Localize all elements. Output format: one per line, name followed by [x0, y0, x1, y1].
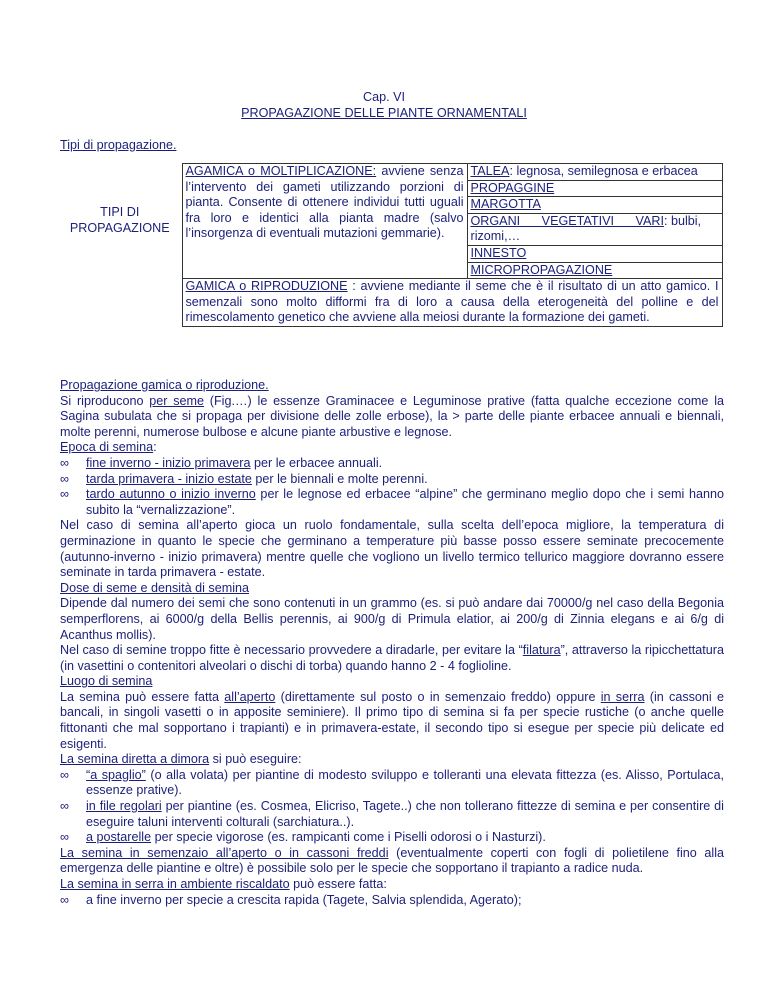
- micropropagazione-cell: MICROPROPAGAZIONE: [467, 262, 722, 279]
- talea-text: : legnosa, semilegnosa e erbacea: [509, 164, 698, 178]
- paragraph-diradare: Nel caso di semine troppo fitte è necessario provvedere a diradarle, per evitare la “filatura”, attraverso la ripicchettatura (in vasettini o contenitori alveolari o dischi di torba) quando hanno 2 - 4 foglioline.: [60, 643, 724, 673]
- heading-luogo: Luogo di semina: [60, 674, 153, 689]
- list-item: ∞ tardo autunno o inizio inverno per le legnose ed erbacee “alpine” che germinano meglio dopo che i semi hanno subito la “vernalizzazione”.: [60, 487, 725, 517]
- paragraph-dose: Dipende dal numero dei semi che sono contenuti in un grammo (es. si può andare dai 70000/g nel caso della Begonia semperflorens, ai 6000/g della Bellis perennis, ai 900/g di Primula elatior, ai 200/g di Zinnia elegans e ai 6/g di Acanthus mollis).: [60, 596, 724, 642]
- gamica-cell: [182, 279, 722, 327]
- agamica-text: avviene senza l’intervento dei gameti utilizzando porzioni di pianta. Consente di ottenere individui tutti uguali fra loro e identici alla pianta madre (salvo l’insorgenza di eventuali mutazioni gemmarie).: [185, 164, 464, 241]
- bullet-icon: ∞: [60, 471, 69, 486]
- bullet-icon: ∞: [60, 767, 69, 782]
- list-item: ∞ a postarelle per specie vigorose (es. rampicanti come i Piselli odorosi o i Nasturzi).: [60, 830, 546, 845]
- bullet-icon: ∞: [60, 892, 69, 907]
- paragraph-seme: Si riproducono per seme (Fig.…) le essenze Graminacee e Leguminose prative (fatta qualche eccezione come la Sagina subulata che si propaga per divisione delle zolle erbose), la > parte delle piante erbacee annuali e biennali, molte perenni, numerose bulbose e alcune piante arbustive e legnose.: [60, 393, 724, 439]
- heading-gamica: Propagazione gamica o riproduzione.: [60, 378, 269, 392]
- list-item: ∞ in file regolari per piantine (es. Cosmea, Elicriso, Tagete..) che non tollerano fittezze di semina e per consentire di eseguire taluni interventi colturali (sarchiatura..).: [60, 799, 724, 829]
- paragraph-dimora: La semina diretta a dimora si può eseguire:: [60, 752, 302, 767]
- heading-epoca: Epoca di semina:: [60, 440, 157, 455]
- propaggine-cell: PROPAGGINE: [467, 180, 722, 197]
- list-item: ∞ a fine inverno per specie a crescita rapida (Tagete, Salvia splendida, Agerato);: [60, 892, 522, 907]
- list-item: ∞ tarda primavera - inizio estate per le biennali e molte perenni.: [60, 471, 428, 486]
- heading-dose: Dose di seme e densità di semina: [60, 580, 250, 595]
- list-item: ∞ fine inverno - inizio primavera per le erbacee annuali.: [60, 455, 383, 470]
- agamica-heading: AGAMICA o MOLTIPLICAZIONE:: [185, 164, 377, 178]
- chapter-number: Cap. VI: [363, 90, 405, 104]
- paragraph-serra: La semina in serra in ambiente riscaldato può essere fatta:: [60, 877, 387, 891]
- propagation-types-table: [58, 163, 723, 327]
- paragraph-temperatura: Nel caso di semina all’aperto gioca un ruolo fondamentale, sulla scelta dell’epoca migliore, la temperatura di germinazione in quanto le specie che germinano a temperature più basse posso essere seminate precocemente (autunno-inverno - inizio primavera) mentre quelle che vogliono un livello termico tellurico maggiore dovranno essere seminate in tarda primavera - estate.: [60, 518, 724, 580]
- paragraph-semenzaio: La semina in semenzaio all’aperto o in cassoni freddi (eventualmente coperti con fogli di polietilene fino alla emergenza delle piantine e oltre) è possibile solo per le specie che sopportano il trapianto a radice nuda.: [60, 845, 725, 876]
- organi-cell: [467, 213, 722, 245]
- agamica-cell: [182, 164, 467, 279]
- bullet-icon: ∞: [60, 830, 69, 845]
- innesto-cell: INNESTO: [467, 245, 722, 262]
- bullet-icon: ∞: [60, 799, 69, 814]
- talea-heading: TALEA: [470, 164, 510, 178]
- label-line-2: PROPAGAZIONE: [69, 221, 170, 236]
- organi-heading: ORGANI VEGETATIVI VARI: [470, 213, 664, 228]
- section-heading-tipi: Tipi di propagazione.: [60, 138, 177, 152]
- paragraph-luogo: La semina può essere fatta all’aperto (direttamente sul posto o in semenzaio freddo) oppure in serra (in cassoni e bancali, in singoli vasetti o in apposite seminiere). Il primo tipo di semina si fa per specie rustiche (o anche quelle fittonanti che mal sopportano i trapianti) e in primavera-estate, il secondo tipo si esegue per specie più delicate ed esigenti.: [60, 689, 724, 751]
- bullet-icon: ∞: [60, 487, 69, 502]
- bullet-icon: ∞: [60, 455, 69, 470]
- talea-cell: [467, 164, 722, 181]
- gamica-text: : avviene mediante il seme che è il risultato di un atto gamico. I semenzali sono molto difformi fra di loro a causa della eterogeneità del polline e del rimescolamento genetico che avviene alla meiosi durante la formazione dei gameti.: [185, 279, 719, 325]
- margotta-cell: MARGOTTA: [467, 197, 722, 214]
- list-item: ∞ “a spaglio” (o alla volata) per piantine di modesto sviluppo e tolleranti una elevata fittezza (es. Alisso, Portulaca, essenze prative).: [60, 767, 724, 798]
- table-row-label: [58, 164, 182, 279]
- label-line-1: TIPI DI: [100, 205, 140, 220]
- organi-text: : bulbi, rizomi,…: [470, 213, 702, 244]
- document-body: [60, 378, 724, 908]
- gamica-heading: GAMICA o RIPRODUZIONE: [185, 279, 348, 294]
- chapter-title: PROPAGAZIONE DELLE PIANTE ORNAMENTALI: [241, 106, 527, 120]
